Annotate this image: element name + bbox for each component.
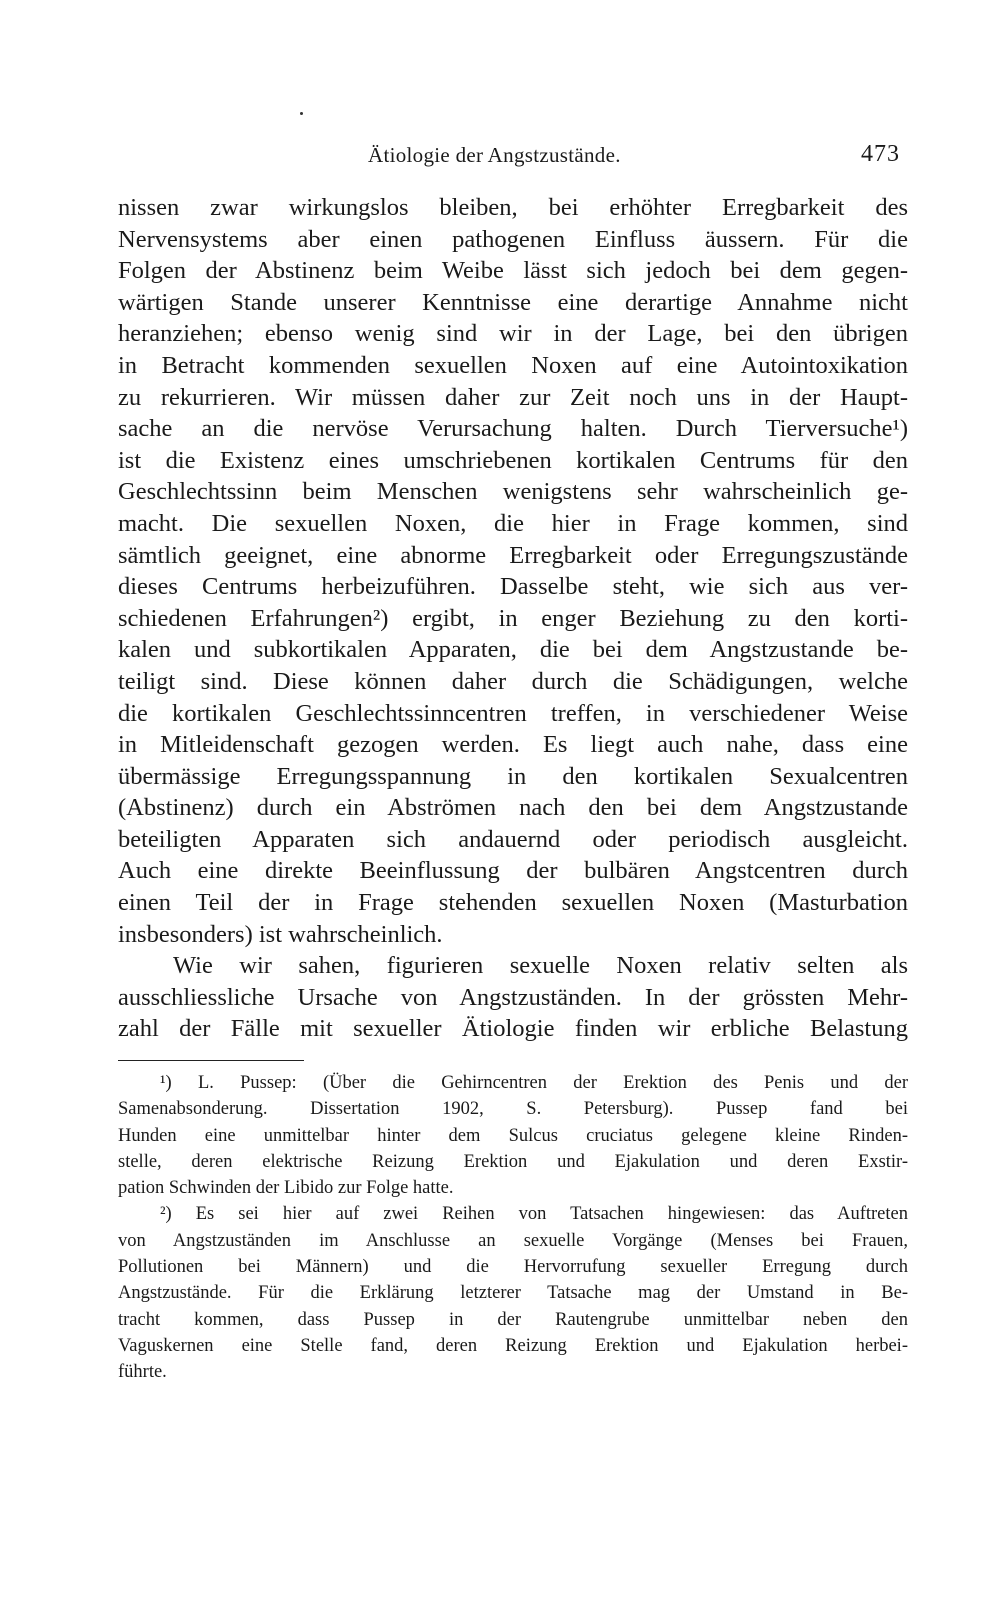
body-line: ist die Existenz eines umschriebenen kortikalen Centrums für den <box>118 446 908 474</box>
body-line-paragraph-end: insbesonders) ist wahrscheinlich. <box>118 920 443 948</box>
footnote-divider <box>118 1060 304 1061</box>
body-line: zahl der Fälle mit sexueller Ätiologie finden wir erbliche Belastung <box>118 1015 908 1043</box>
footnote-line: Angstzustände. Für die Erklärung letzterer Tatsache mag der Umstand in Be- <box>118 1283 908 1304</box>
footnotes <box>118 1070 908 1386</box>
body-line: teiligt sind. Diese können daher durch die Schädigungen, welche <box>118 667 908 695</box>
print-speck <box>300 112 303 115</box>
running-title: Ätiologie der Angstzustände. <box>368 143 621 167</box>
footnote-line: ¹) L. Pussep: (Über die Gehirncentren der Erektion des Penis und der <box>160 1073 908 1093</box>
footnote-line: tracht kommen, dass Pussep in der Rautengrube unmittelbar neben den <box>118 1309 908 1330</box>
body-line: ausschliessliche Ursache von Angstzuständen. In der grössten Mehr- <box>118 983 908 1011</box>
body-line: beteiligten Apparaten sich andauernd oder periodisch ausgleicht. <box>118 825 908 853</box>
page-number: 473 <box>861 141 900 167</box>
body-line: Geschlechtssinn beim Menschen wenigstens sehr wahrscheinlich ge- <box>118 478 908 506</box>
body-line: kalen und subkortikalen Apparaten, die bei dem Angstzustande be- <box>118 636 908 664</box>
body-line: in Betracht kommenden sexuellen Noxen auf eine Autointoxikation <box>118 351 908 379</box>
body-line: (Abstinenz) durch ein Abströmen nach den bei dem Angstzustande <box>118 794 908 822</box>
footnote-line: Vaguskernen eine Stelle fand, deren Reizung Erektion und Ejakulation herbei- <box>118 1335 908 1356</box>
body-line: schiedenen Erfahrungen²) ergibt, in enger Beziehung zu den korti- <box>118 604 908 632</box>
footnote-line: stelle, deren elektrische Reizung Erektion und Ejakulation und deren Exstir- <box>118 1151 908 1172</box>
footnote-line: von Angstzuständen im Anschlusse an sexuelle Vorgänge (Menses bei Frauen, <box>118 1230 908 1251</box>
body-line: einen Teil der in Frage stehenden sexuellen Noxen (Masturbation <box>118 889 908 917</box>
body-line: heranziehen; ebenso wenig sind wir in der Lage, bei den übrigen <box>118 320 908 348</box>
footnote-1 <box>118 1070 908 1201</box>
footnote-line: pation Schwinden der Libido zur Folge hatte. <box>118 1178 454 1199</box>
body-line: dieses Centrums herbeizuführen. Dasselbe steht, wie sich aus ver- <box>118 573 908 601</box>
footnote-line: Samenabsonderung. Dissertation 1902, S. Petersburg). Pussep fand bei <box>118 1099 908 1120</box>
body-line: nissen zwar wirkungslos bleiben, bei erhöhter Erregbarkeit des <box>118 194 908 221</box>
footnote-line: Hunden eine unmittelbar hinter dem Sulcus cruciatus gelegene kleine Rinden- <box>118 1125 908 1146</box>
page-header <box>118 143 908 177</box>
body-line: Nervensystems aber einen pathogenen Einfluss äussern. Für die <box>118 225 908 253</box>
footnote-2 <box>118 1201 908 1385</box>
body-line: wärtigen Stande unserer Kenntnisse eine derartige Annahme nicht <box>118 288 908 316</box>
footnote-line: Pollutionen bei Männern) und die Hervorrufung sexueller Erregung durch <box>118 1257 908 1278</box>
body-line: Folgen der Abstinenz beim Weibe lässt sich jedoch bei dem gegen- <box>118 257 908 285</box>
body-line: in Mitleidenschaft gezogen werden. Es liegt auch nahe, dass eine <box>118 731 908 759</box>
body-line: zu rekurrieren. Wir müssen daher zur Zeit noch uns in der Haupt- <box>118 383 908 411</box>
body-line: sämtlich geeignet, eine abnorme Erregbarkeit oder Erregungszustände <box>118 541 908 569</box>
body-line: Auch eine direkte Beeinflussung der bulbären Angstcentren durch <box>118 857 908 885</box>
body-line: übermässige Erregungsspannung in den kortikalen Sexualcentren <box>118 762 908 790</box>
body-line: die kortikalen Geschlechtssinncentren treffen, in verschiedener Weise <box>118 699 908 727</box>
body-text <box>118 192 908 1045</box>
body-line: sache an die nervöse Verursachung halten. Durch Tierversuche¹) <box>118 415 908 443</box>
body-line: macht. Die sexuellen Noxen, die hier in Frage kommen, sind <box>118 509 908 537</box>
footnote-line: ²) Es sei hier auf zwei Reihen von Tatsachen hingewiesen: das Auftreten <box>160 1204 908 1225</box>
body-line-paragraph-start: Wie wir sahen, figurieren sexuelle Noxen relativ selten als <box>173 952 908 980</box>
footnote-line: führte. <box>118 1362 167 1383</box>
